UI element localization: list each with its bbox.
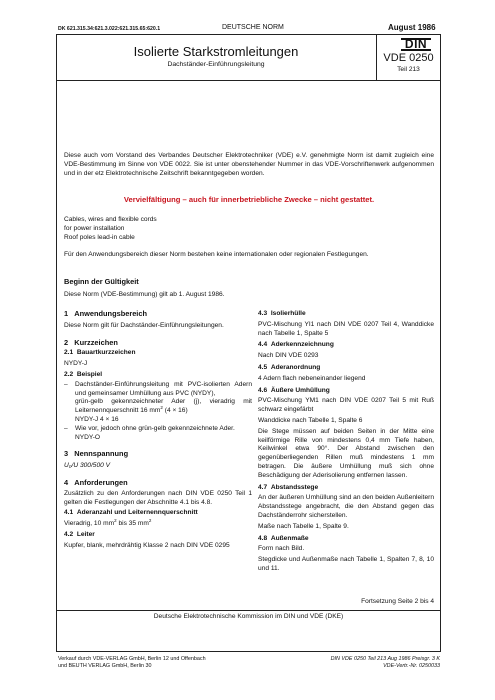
committee-divider (56, 610, 441, 611)
vde-number: VDE 0250 (383, 52, 434, 64)
din-logo-text: DIN (404, 37, 428, 51)
section-4-8-text-1: Form nach Bild. (258, 545, 305, 553)
english-title (64, 216, 157, 242)
section-title: Außenmaße (270, 534, 309, 542)
section-number: 4.7 (258, 483, 268, 491)
section-number: 4.1 (64, 509, 74, 517)
superscript: 2 (114, 517, 117, 523)
section-number: 2.2 (64, 370, 74, 378)
reference-line: VDE-Vertr.-Nr. 0250033 (383, 663, 440, 669)
section-title: Aderkennzeichnung (270, 341, 334, 349)
section-4-1-text (64, 517, 252, 529)
english-title-line: Cables, wires and flexible cords (64, 216, 157, 223)
section-4-2-heading (64, 531, 252, 540)
section-4-6-heading (258, 387, 434, 396)
section-4-4-text: Nach DIN VDE 0293 (258, 352, 319, 360)
section-2-heading (64, 339, 252, 348)
validity-heading: Beginn der Gültigkeit (64, 277, 139, 286)
section-title: Bauartkurzzeichen (76, 349, 136, 357)
right-column (258, 310, 434, 574)
section-4-7-text-2: Maße nach Tabelle 1, Spalte 9. (258, 522, 349, 530)
section-4-2-text: Kupfer, blank, mehrdrähtig Klasse 2 nach DIN VDE 0295 (64, 541, 230, 549)
continuation-note: Fortsetzung Seite 2 bis 4 (361, 598, 434, 605)
committee-name: Deutsche Elektrotechnische Kommission im DIN und VDE (DKE) (153, 613, 344, 620)
text-part: bis 35 mm (116, 520, 149, 528)
section-4-3-heading (258, 310, 434, 319)
superscript: 2 (148, 517, 152, 523)
section-4-3-text: PVC-Mischung YI1 nach DIN VDE 0207 Teil 4, Wanddicke nach Tabelle 1, Spalte 5 (258, 320, 434, 337)
publisher-line: Verkauf durch VDE-VERLAG GmbH, Berlin 12 und Offenbach (58, 656, 206, 662)
superscript: 2 (160, 404, 163, 410)
document-subtitle: Dachständer-Einführungsleitung (167, 61, 265, 68)
section-number: 4.6 (258, 386, 268, 394)
english-title-line: for power installation (64, 224, 125, 232)
intro-paragraph: Diese auch vom Vorstand des Verbandes Deutscher Elektrotechniker (VDE) e.V. genehmigte Norm ist damit zugleich eine VDE-Bestimmung im Sinne von VDE 0022. Sie ist unter obenstehender Nummer in das VDE-Vorschriftenwerk aufgenommen und in der etz Elektrotechnische Zeitschrift bekanntgegeben worden. (64, 152, 434, 177)
standard-type: DEUTSCHE NORM (222, 24, 284, 31)
section-4-6-text-2: Wanddicke nach Tabelle 1, Spalte 6 (258, 416, 363, 424)
nominal-voltage: U₀/U 300/500 V (64, 462, 111, 470)
section-4-7-text-1: An der äußeren Umhüllung sind an den beiden Außenleitern Abstandsstege angebracht, die den Abstand gegen das Dachständerrohr sicherstellen. (258, 494, 434, 519)
part-number: Teil 213 (397, 66, 420, 73)
section-title: Aderanordnung (270, 363, 321, 371)
section-1-heading (64, 310, 252, 319)
english-title-line: Roof poles lead-in cable (64, 233, 135, 241)
section-4-6-text-3: Die Stege müssen auf beiden Seiten in der Mitte eine keilförmige Rille von mindestens 0,4 mm Tiefe haben, Keilwinkel etwa 90°. Der Abstand zwischen den gegenüberliegenden Rillen muß mindestens 1 mm betragen. Die äußere Umhüllung muß sich ohne Beschädigung der Aderisolierung entfernen lassen. (258, 427, 434, 479)
section-4-1-heading (64, 509, 252, 518)
example-item (64, 381, 252, 425)
example-text-2 (75, 398, 252, 416)
section-number: 4.3 (258, 310, 268, 317)
title-block (56, 34, 441, 80)
section-4-heading (64, 479, 252, 488)
type-code: NYDY-J (64, 360, 88, 368)
example-text: – Wie vor, jedoch ohne grün-gelb gekennzeichnete Ader. (75, 424, 235, 432)
document-title: Isolierte Starkstromleitungen (133, 44, 299, 59)
section-number: 4.4 (258, 341, 268, 349)
section-2-1-heading (64, 349, 252, 358)
section-4-5-heading (258, 364, 434, 373)
publisher-line: und BEUTH VERLAG GmbH, Berlin 30 (58, 663, 152, 669)
reference-line: DIN VDE 0250 Teil 213 Aug 1986 Preisgr. 3 K (330, 656, 440, 662)
section-4-8-text-2: Stegdicke und Außenmaße nach Tabelle 1, Spalten 7, 8, 10 und 11. (258, 556, 434, 572)
section-number: 4.2 (64, 530, 74, 538)
example-item (64, 425, 252, 443)
section-title: Anforderungen (74, 477, 128, 487)
example-text-part: (4 × 16) (162, 407, 188, 415)
reference-info (300, 656, 440, 670)
section-number: 2 (64, 337, 69, 347)
section-4-5-text: 4 Adern flach nebeneinander liegend (258, 374, 366, 382)
section-4-4-heading (258, 341, 434, 350)
publisher-info (58, 656, 206, 670)
section-4-8-heading (258, 535, 434, 544)
section-number: 4.5 (258, 363, 268, 371)
section-4-7-heading (258, 484, 434, 493)
left-column (64, 310, 252, 551)
dk-number: DK 621.315.34:621.3.022:621.315.65:620.1 (58, 26, 161, 32)
section-title: Kurzzeichen (74, 337, 118, 347)
section-title: Isolierhülle (270, 310, 306, 317)
section-number: 2.1 (64, 349, 74, 357)
section-number: 4 (64, 477, 69, 487)
section-title: Leiter (76, 530, 95, 538)
example-text-part: grün-gelb gekennzeichneter Ader (j), vieradrig mit Leiternennquerschnitt 16 mm (75, 398, 252, 415)
example-code: NYDY-O (75, 433, 101, 441)
section-2-2-heading (64, 371, 252, 380)
section-title: Abstandsstege (270, 483, 319, 491)
section-1-text: Diese Norm gilt für Dachständer-Einführungsleitungen. (64, 321, 224, 329)
section-title: Nennspannung (74, 449, 129, 459)
international-note: Für den Anwendungsbereich dieser Norm bestehen keine internationalen oder regionalen Festlegungen. (64, 251, 369, 258)
section-3-heading (64, 450, 252, 459)
section-title: Beispiel (76, 370, 103, 378)
copy-warning: Vervielfältigung – auch für innerbetriebliche Zwecke – nicht gestattet. (123, 195, 375, 204)
section-title: Anwendungsbereich (74, 309, 147, 318)
validity-text: Diese Norm (VDE-Bestimmung) gilt ab 1. August 1986. (64, 291, 225, 298)
section-number: 1 (64, 309, 69, 318)
section-number: 3 (64, 449, 69, 459)
example-text: – Dachständer-Einführungsleitung mit PVC-isolierten Adern und gemeinsamer Umhüllung aus PVC (NYDY), (75, 380, 252, 397)
issue-date: August 1986 (388, 23, 436, 32)
example-list (64, 381, 252, 443)
section-title: Äußere Umhüllung (270, 386, 330, 394)
text-part: Vieradrig, 10 mm (64, 520, 115, 528)
section-number: 4.8 (258, 534, 268, 542)
section-4-6-text-1: PVC-Mischung YM1 nach DIN VDE 0207 Teil 5 mit Ruß schwarz eingefärbt (258, 397, 434, 414)
section-4-text: Zusätzlich zu den Anforderungen nach DIN VDE 0250 Teil 1 gelten die Festlegungen der Abschnitte 4.1 bis 4.8. (64, 489, 252, 506)
example-code: NYDY-J 4 × 16 (75, 415, 119, 423)
din-logo (401, 38, 431, 51)
section-title: Aderanzahl und Leiternennquerschnitt (76, 509, 198, 517)
